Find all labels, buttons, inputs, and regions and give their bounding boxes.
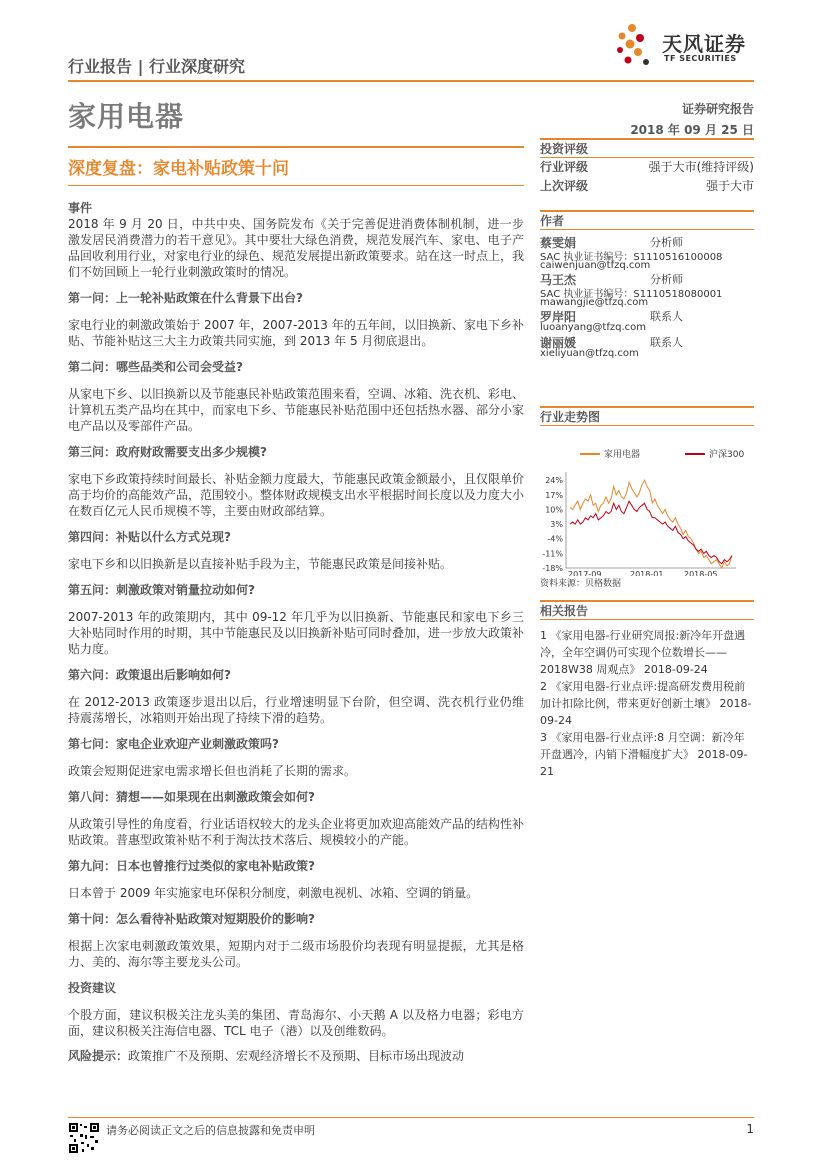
- page-number: 1: [746, 1122, 754, 1136]
- author-role: 联系人: [650, 310, 683, 323]
- author-email[interactable]: caiwenjuan@tfzq.com: [540, 260, 651, 271]
- author-entry: [540, 234, 754, 271]
- question-3: 第三问：政府财政需要支出多少规模?: [68, 445, 267, 459]
- y-tick-label: 24%: [545, 476, 563, 486]
- logo-mark-icon: [612, 22, 660, 70]
- question-7: 第七问：家电企业欢迎产业刺激政策吗?: [68, 737, 279, 751]
- main-column: [68, 200, 524, 1064]
- related-item[interactable]: 3 《家用电器-行业点评:8 月空调：新冷年开盘遇冷，内销下滑幅度扩大》 2018-09-21: [540, 731, 748, 778]
- series-line: [570, 501, 732, 564]
- invest-heading: 投资建议: [68, 981, 117, 995]
- y-tick-label: -11%: [542, 549, 563, 559]
- question-6: 第六问：政策退出后影响如何?: [68, 668, 231, 682]
- chart-source: 资料来源：贝格数据: [540, 579, 622, 589]
- question-9: 第九问：日本也曾推行过类似的家电补贴政策?: [68, 859, 315, 873]
- answer-5: 2007-2013 年的政策期内，其中 09-12 年几乎为以旧换新、节能惠民和家电下乡三大补贴同时作用的时期，其中节能惠民及以旧换新补贴可同时叠加，进一步放大政策补贴力度。: [68, 610, 525, 656]
- author-panel: [540, 210, 754, 360]
- related-panel: [540, 600, 754, 780]
- question-4: 第四问：补贴以什么方式兑现?: [68, 530, 231, 544]
- rating-value: 强于大市: [705, 179, 754, 193]
- author-name: 罗岸阳: [540, 310, 577, 324]
- legend-label: 家用电器: [604, 450, 641, 460]
- trend-heading: 行业走势图: [540, 408, 754, 426]
- question-2: 第二问：哪些品类和公司会受益?: [68, 360, 243, 374]
- report-date: 2018 年 09 月 25 日: [630, 123, 754, 137]
- rating-value: 强于大市(维持评级): [648, 160, 754, 174]
- author-name: 马王杰: [540, 273, 577, 287]
- question-1: 第一问：上一轮补贴政策在什么背景下出台?: [68, 291, 303, 305]
- risk-paragraph: [68, 1048, 524, 1064]
- trend-chart-svg: [540, 426, 754, 576]
- question-5: 第五问：刺激政策对销量拉动如何?: [68, 583, 255, 597]
- answer-1: 家电行业的刺激政策始于 2007 年，2007-2013 年的五年间，以旧换新、家电下乡补贴、节能补贴这三大主力政策共同实施，到 2013 年 5 月彻底退出。: [68, 318, 524, 348]
- title-rule-bottom: [68, 185, 524, 186]
- invest-text: 个股方面，建议积极关注龙头美的集团、青岛海尔、小天鹅 A 以及格力电器；彩电方面，建议积极关注海信电器、TCL 电子（港）以及创维数码。: [68, 1008, 524, 1038]
- answer-6: 在 2012-2013 政策逐步退出以后，行业增速明显下台阶，但空调、洗衣机行业仍维持震荡增长，冰箱则开始出现了持续下滑的趋势。: [68, 695, 524, 725]
- answer-10: 根据上次家电刺激政策效果，短期内对于二级市场股价均表现有明显提振，尤其是格力、美的、海尔等主要龙头公司。: [68, 939, 524, 969]
- risk-label: 风险提示：: [68, 1049, 129, 1063]
- trend-panel: [540, 406, 754, 589]
- legend-label: 沪深300: [709, 450, 745, 460]
- author-role: 分析师: [650, 273, 683, 286]
- company-logo: [612, 22, 762, 70]
- report-title: 深度复盘：家电补贴政策十问: [68, 159, 289, 179]
- logo-name: 天风证券: [662, 32, 746, 56]
- x-tick-label: 2017-09: [568, 570, 602, 576]
- industry-title: 家用电器: [68, 100, 185, 133]
- report-category: 行业报告 | 行业深度研究: [68, 57, 245, 76]
- answer-4: 家电下乡和以旧换新是以直接补贴手段为主，节能惠民政策是间接补贴。: [68, 557, 453, 571]
- author-email[interactable]: mawangjie@tfzq.com: [540, 297, 649, 308]
- y-tick-label: 10%: [545, 505, 563, 515]
- y-tick-label: -4%: [547, 534, 563, 544]
- rating-row-previous: [540, 177, 754, 196]
- answer-9: 日本曾于 2009 年实施家电环保积分制度，刺激电视机、冰箱、空调的销量。: [68, 886, 479, 900]
- qr-code-icon: [68, 1122, 100, 1154]
- question-8: 第八问：猜想——如果现在出刺激政策会如何?: [68, 790, 315, 804]
- author-name: 谢丽媛: [540, 336, 577, 350]
- author-email[interactable]: luoanyang@tfzq.com: [540, 322, 647, 333]
- y-tick-label: 17%: [545, 490, 563, 500]
- related-item[interactable]: 1 《家用电器-行业研究周报:新冷年开盘遇冷，全年空调仍可实现个位数增长——2018W38 周观点》 2018-09-24: [540, 629, 746, 676]
- question-10: 第十问：怎么看待补贴政策对短期股价的影响?: [68, 912, 315, 926]
- trend-chart: [540, 426, 754, 576]
- y-tick-label: -18%: [542, 564, 563, 573]
- x-tick-label: 2018-05: [684, 570, 718, 576]
- related-item[interactable]: 2 《家用电器-行业点评:提高研发费用税前加计扣除比例，带来更好创新土壤》 2018-09-24: [540, 680, 752, 727]
- answer-3: 家电下乡政策持续时间最长、补贴金额力度最大，节能惠民政策金额最小，且仅限单价高于均价的高能效产品，范围较小。整体财政规模支出水平根据时间长度以及力度大小在数百亿元人民币规模不等，主要由财政部结算。: [68, 472, 525, 518]
- author-heading: 作者: [540, 212, 754, 230]
- logo-sub: TF SECURITIES: [664, 54, 737, 63]
- author-role: 联系人: [650, 336, 683, 349]
- report-type: 证券研究报告: [681, 102, 754, 116]
- author-name: 蔡雯娟: [540, 236, 577, 250]
- rating-key: 行业评级: [540, 160, 589, 174]
- author-role: 分析师: [650, 236, 683, 249]
- answer-8: 从政策引导性的角度看，行业话语权较大的龙头企业将更加欢迎高能效产品的结构性补贴政策。普惠型政策补贴不利于淘汰技术落后、规模较小的产能。: [68, 817, 525, 847]
- x-tick-label: 2018-01: [630, 570, 664, 576]
- y-tick-label: 3%: [550, 520, 563, 530]
- rating-panel: [540, 138, 754, 196]
- related-heading: 相关报告: [540, 602, 754, 620]
- answer-7: 政策会短期促进家电需求增长但也消耗了长期的需求。: [68, 764, 357, 778]
- risk-text: 政策推广不及预期、宏观经济增长不及预期、目标市场出现波动: [128, 1049, 465, 1063]
- rating-key: 上次评级: [540, 179, 589, 193]
- event-heading: 事件: [68, 201, 93, 215]
- related-list: [540, 627, 754, 780]
- header-rule: [68, 80, 754, 82]
- answer-2: 从家电下乡、以旧换新以及节能惠民补贴政策范围来看，空调、冰箱、洗衣机、彩电、计算机五类产品均在其中，而家电下乡、节能惠民补贴范围中还包括热水器、部分小家电产品以及零部件产品。: [68, 387, 525, 433]
- author-cert: SAC 执业证书编号：S1110516100008: [540, 252, 723, 263]
- author-entry: [540, 271, 754, 308]
- event-text: 2018 年 9 月 20 日，中共中央、国务院发布《关于完善促进消费体制机制，进一步激发居民消费潜力的若干意见》。其中要壮大绿色消费，规范发展汽车、家电、电子产品回收利用行业，对家电行业的绿色、规范发展提出新政策要求。站在这一时点上，我们不妨回顾上一轮行业刺激政策时的情况。: [68, 217, 525, 279]
- footer-rule: [68, 1117, 754, 1118]
- author-entry: [540, 308, 754, 334]
- series-line: [570, 480, 732, 568]
- footer-disclaimer: 请务必阅读正文之后的信息披露和免责申明: [106, 1124, 315, 1137]
- title-rule-top: [68, 146, 524, 148]
- author-cert: SAC 执业证书编号：S1110518080001: [540, 289, 723, 300]
- rating-heading: 投资评级: [540, 140, 754, 158]
- author-email[interactable]: xieliyuan@tfzq.com: [540, 348, 639, 359]
- rating-row-industry: [540, 158, 754, 177]
- author-entry: [540, 334, 754, 360]
